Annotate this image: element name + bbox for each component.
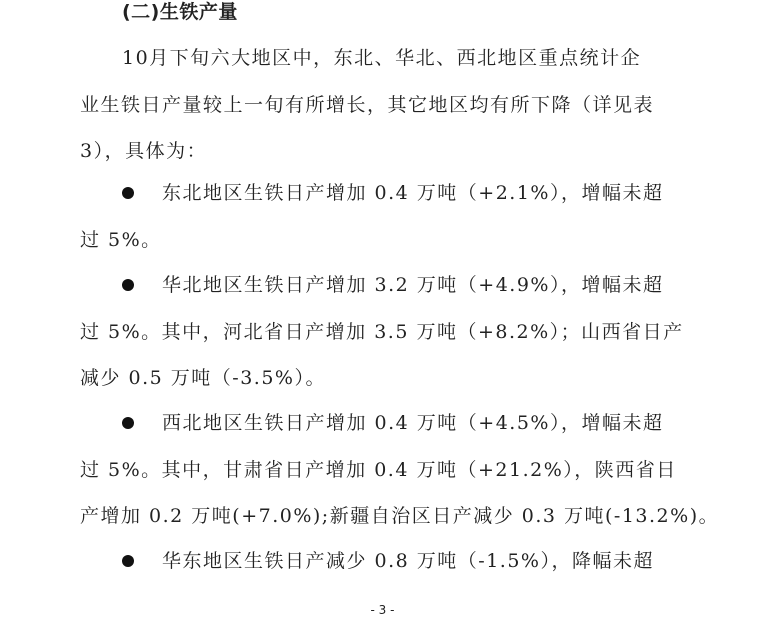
bullet-3-line-1: 西北地区生铁日产增加 0.4 万吨（+4.5%），增幅未超 (162, 412, 664, 434)
bullet-dot-2 (122, 279, 134, 291)
bullet-3-line-3: 产增加 0.2 万吨(+7.0%);新疆自治区日产减少 0.3 万吨(-13.2%)。 (80, 505, 720, 527)
bullet-2-line-1: 华北地区生铁日产增加 3.2 万吨（+4.9%），增幅未超 (162, 274, 664, 296)
bullet-3-line-2: 过 5%。其中，甘肃省日产增加 0.4 万吨（+21.2%），陕西省日 (80, 459, 677, 481)
section-heading: (二)生铁产量 (122, 1, 238, 23)
bullet-2-line-3: 减少 0.5 万吨（-3.5%）。 (80, 367, 326, 389)
page-number: - 3 - (370, 603, 395, 617)
intro-line-2: 业生铁日产量较上一旬有所增长，其它地区均有所下降（详见表 (80, 94, 655, 116)
bullet-dot-1 (122, 187, 134, 199)
intro-line-3: 3），具体为： (80, 140, 208, 162)
intro-line-1: 10月下旬六大地区中，东北、华北、西北地区重点统计企 (122, 47, 642, 69)
bullet-2-line-2: 过 5%。其中，河北省日产增加 3.5 万吨（+8.2%）；山西省日产 (80, 321, 684, 343)
bullet-dot-4 (122, 555, 134, 567)
bullet-1-line-1: 东北地区生铁日产增加 0.4 万吨（+2.1%），增幅未超 (162, 182, 664, 204)
bullet-1-line-2: 过 5%。 (80, 229, 162, 251)
bullet-dot-3 (122, 417, 134, 429)
bullet-4-line-1: 华东地区生铁日产减少 0.8 万吨（-1.5%），降幅未超 (162, 550, 654, 572)
